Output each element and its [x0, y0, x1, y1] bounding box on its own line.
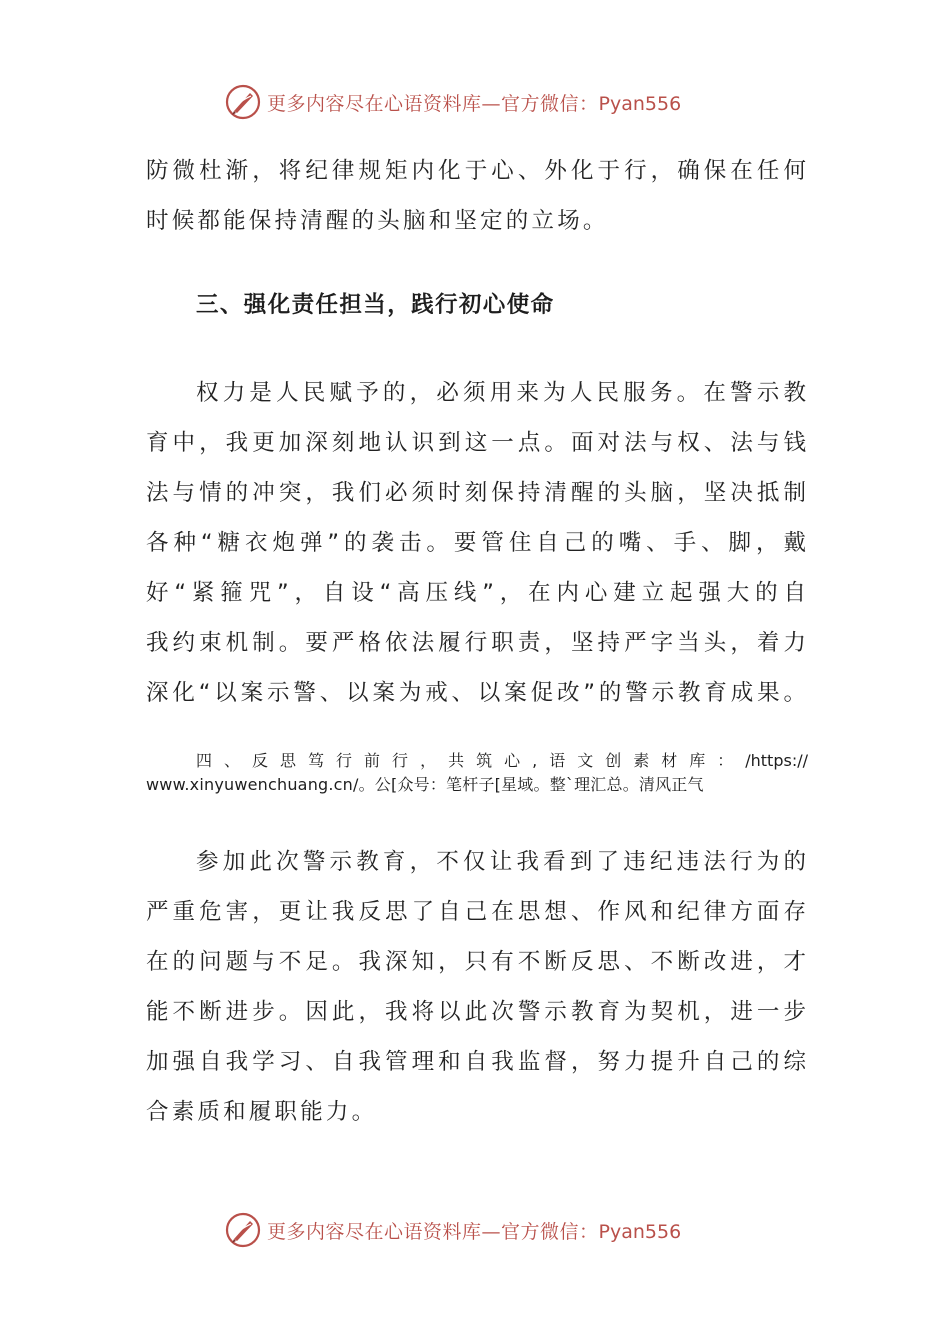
intro-line: 防微杜渐，将纪律规矩内化于心、外化于行，确保在任何 [146, 158, 806, 184]
closing-line: 参加此次警示教育，不仅让我看到了违纪违法行为的 [196, 849, 806, 875]
footer-banner-text [267, 1217, 681, 1244]
section3-line: 育中，我更加深刻地认识到这一点。面对法与权、法与钱 [146, 430, 806, 456]
section3-line: 深化“以案示警、以案为戒、以案促改”的警示教育成果。 [146, 680, 806, 706]
footer-banner-label: 更多内容尽在心语资料库—官方微信： [267, 1220, 599, 1243]
intro-line: 时候都能保持清醒的头脑和坚定的立场。 [146, 208, 609, 234]
footer-banner [225, 1210, 681, 1250]
closing-line: 加强自我学习、自我管理和自我监督，努力提升自己的综 [146, 1049, 806, 1075]
section3-line: 权力是人民赋予的，必须用来为人民服务。在警示教 [196, 380, 806, 406]
section-heading: 三、强化责任担当，践行初心使命 [196, 292, 555, 318]
footer-wechat-id: Pyan556 [598, 1220, 682, 1243]
pen-quill-icon [225, 1212, 261, 1248]
header-wechat-id: Pyan556 [598, 92, 682, 115]
header-banner-text [267, 89, 681, 116]
closing-line: 合素质和履职能力。 [146, 1099, 378, 1125]
header-banner [225, 82, 681, 122]
section3-line: 各种“糖衣炮弹”的袭击。要管住自己的嘴、手、脚，戴 [146, 530, 806, 556]
closing-line: 在的问题与不足。我深知，只有不断反思、不断改进，才 [146, 949, 806, 975]
header-banner-label: 更多内容尽在心语资料库—官方微信： [267, 92, 599, 115]
section4-line: 四、反思笃行前行，共筑心,语文创素材库：/https:// [196, 751, 808, 770]
section3-line: 好“紧箍咒”，自设“高压线”，在内心建立起强大的自 [146, 580, 806, 606]
section3-line: 我约束机制。要严格依法履行职责，坚持严字当头，着力 [146, 630, 806, 656]
section3-line: 法与情的冲突，我们必须时刻保持清醒的头脑，坚决抵制 [146, 480, 806, 506]
closing-line: 严重危害，更让我反思了自己在思想、作风和纪律方面存 [146, 899, 806, 925]
closing-line: 能不断进步。因此，我将以此次警示教育为契机，进一步 [146, 999, 806, 1025]
section4-line: www.xinyuwenchuang.cn/。公[众号：笔杆子[星域。整`理汇总。清风正气 [146, 775, 704, 794]
pen-quill-icon [225, 84, 261, 120]
